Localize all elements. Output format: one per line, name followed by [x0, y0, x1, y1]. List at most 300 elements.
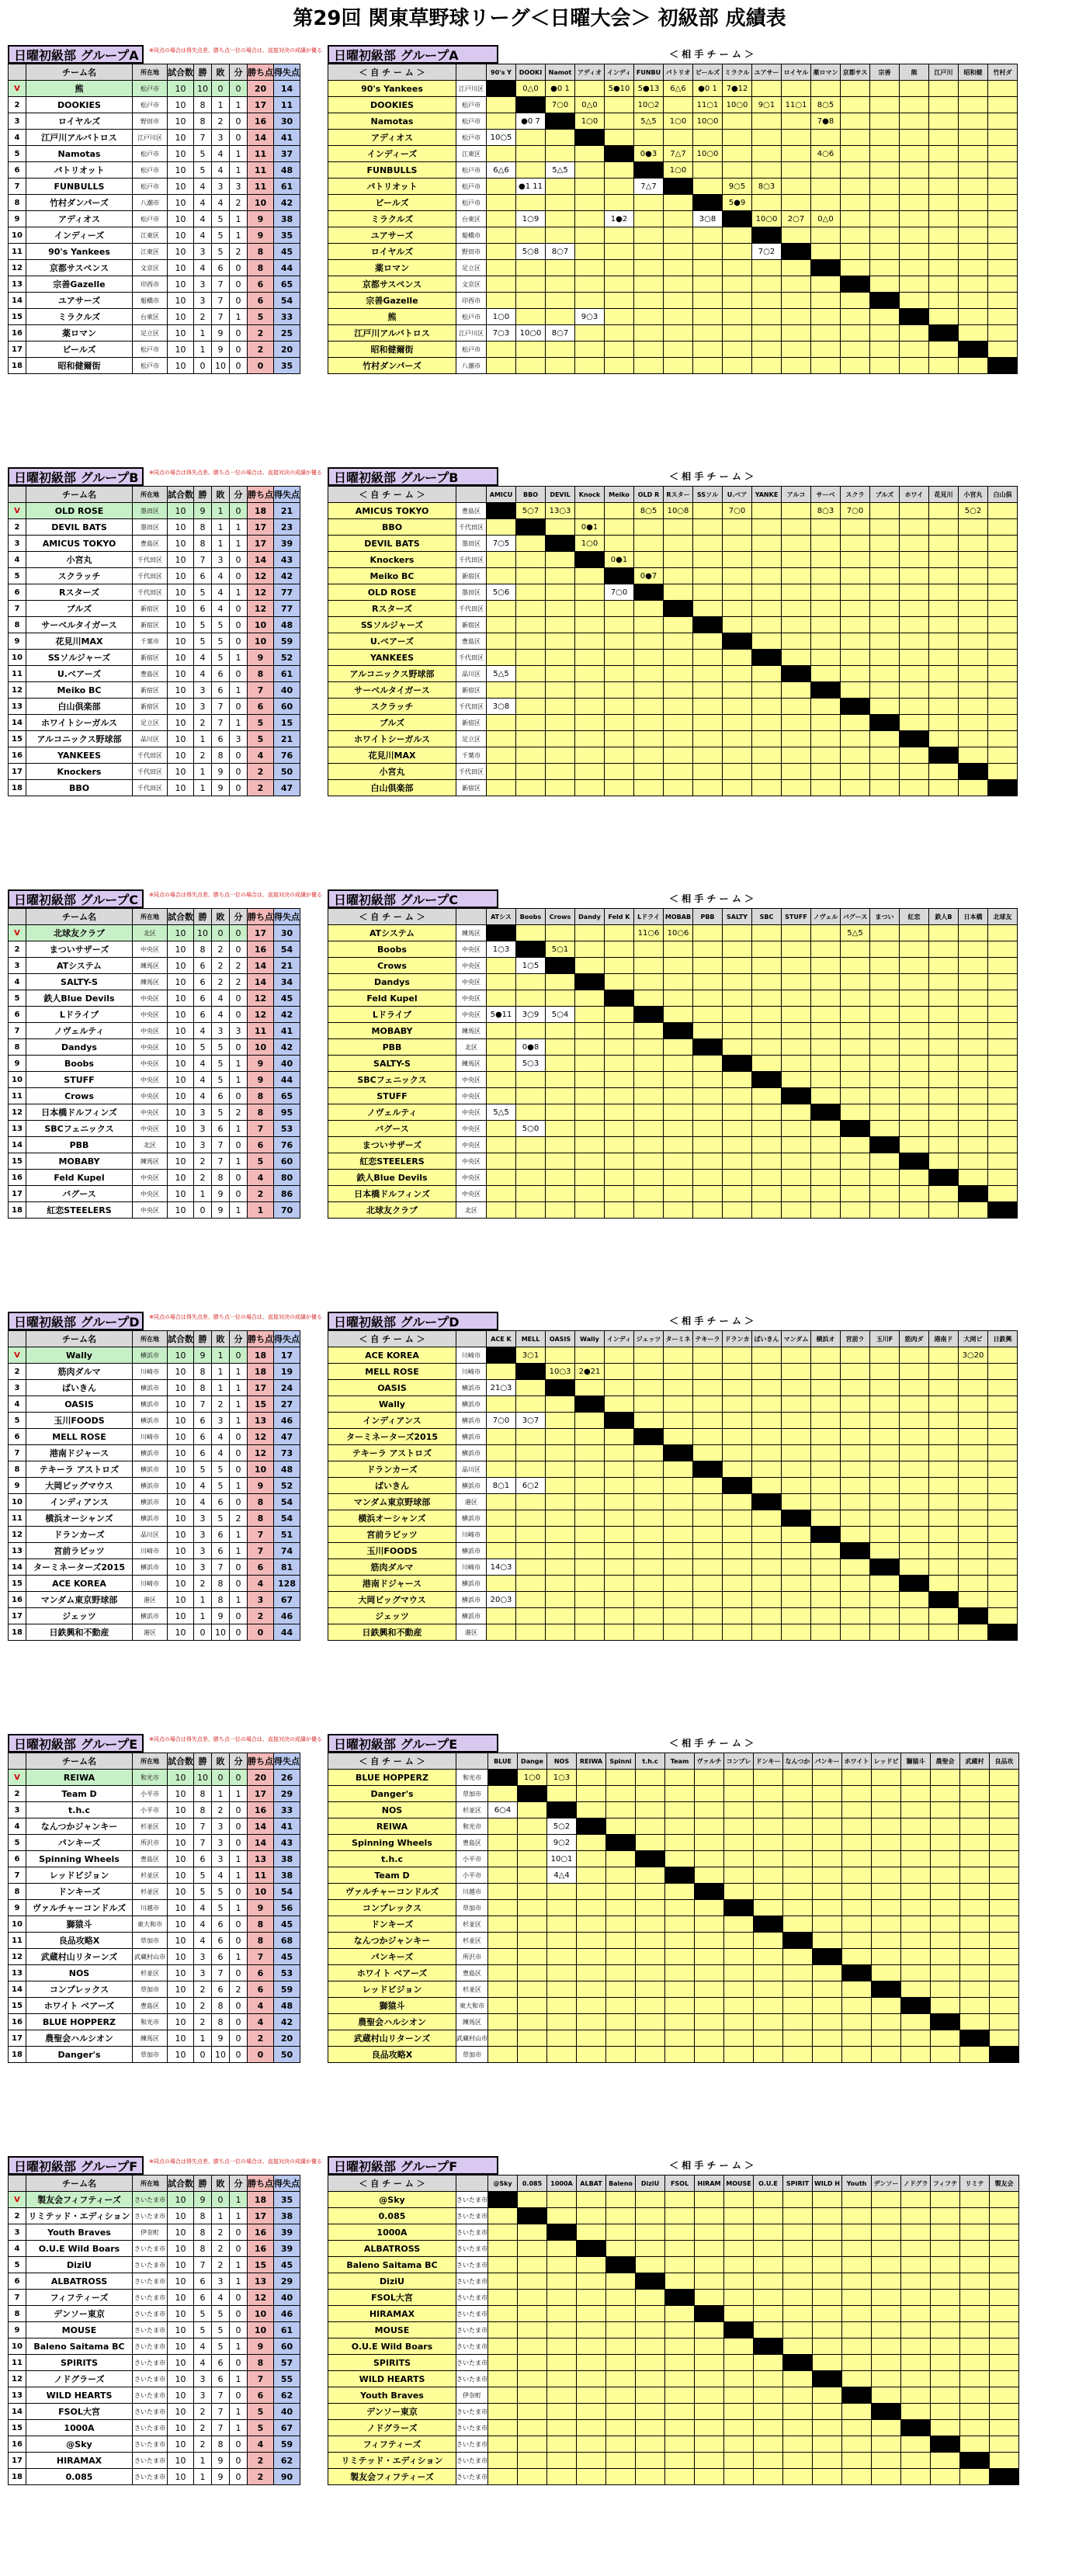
standings-team[interactable]: Baleno Saitama BC — [26, 2339, 133, 2355]
result-cell: 5○1 — [546, 941, 575, 958]
matrix-team-name[interactable]: 農聖会ハルシオン — [328, 2014, 456, 2030]
result-cell — [754, 1867, 783, 1884]
matrix-team-name[interactable]: アディオス — [328, 130, 456, 146]
matrix-team-name[interactable]: 江戸川アルバトロス — [328, 325, 456, 342]
standings-team[interactable]: Namotas — [26, 146, 133, 162]
matrix-team-name[interactable]: デンソー東京 — [328, 2404, 456, 2420]
matrix-team-name[interactable]: ジェッツ — [328, 1608, 456, 1624]
matrix-team-name[interactable]: ノヴェルティ — [328, 1104, 456, 1121]
standings-team[interactable]: DOOKIES — [26, 97, 133, 113]
result-cell — [841, 1494, 870, 1510]
matrix-team-name[interactable]: 武蔵村山リターンズ — [328, 2030, 456, 2047]
standings-team[interactable]: t.h.c — [26, 1802, 133, 1818]
standings-pts: 12 — [248, 1007, 274, 1023]
result-cell — [664, 1543, 693, 1559]
matrix-team-name[interactable]: 獅猿斗 — [328, 1998, 456, 2014]
standings-g: 10 — [168, 1072, 194, 1088]
standings-team[interactable]: ホワイト ベアーズ — [26, 1998, 133, 2014]
matrix-team-name[interactable]: ドランカーズ — [328, 1461, 456, 1478]
standings-team[interactable]: バグース — [26, 1186, 133, 1202]
standings-pts: 5 — [248, 309, 274, 325]
standings-team[interactable]: MOUSE — [26, 2322, 133, 2339]
standings-rank: 12 — [9, 682, 26, 699]
standings-team[interactable]: ターミネーターズ2015 — [26, 1559, 133, 1576]
standings-team[interactable]: 0.085 — [26, 2469, 133, 2485]
matrix-team-name[interactable]: 宗善Gazelle — [328, 293, 456, 309]
standings-team[interactable]: WILD HEARTS — [26, 2387, 133, 2404]
opponent-column-header: ALBAT — [577, 2176, 606, 2192]
matrix-team-name[interactable]: ACE KOREA — [328, 1347, 456, 1364]
matrix-team-name[interactable]: マンダム東京野球部 — [328, 1494, 456, 1510]
matrix-team-name[interactable]: Namotas — [328, 113, 456, 130]
table-row — [9, 1770, 300, 1786]
matrix-team-name[interactable]: U.ベアーズ — [328, 633, 456, 650]
matrix-team-name[interactable]: DEVIL BATS — [328, 536, 456, 552]
standings-team[interactable]: 90's Yankees — [26, 244, 133, 260]
result-cell — [693, 715, 723, 731]
matrix-team-place: 松戸市 — [456, 342, 487, 358]
opponent-column-header: ミラクル — [723, 64, 752, 81]
matrix-team-name[interactable]: インディアンス — [328, 1413, 456, 1429]
result-cell — [488, 2224, 518, 2241]
matrix-team-name[interactable]: 鉄人Blue Devils — [328, 1170, 456, 1186]
standings-team[interactable]: リミテッド・エディション — [26, 2208, 133, 2224]
matrix-team-name[interactable]: 京都サスペンス — [328, 276, 456, 293]
matrix-team-name[interactable]: インディーズ — [328, 146, 456, 162]
result-cell — [636, 1981, 665, 1998]
matrix-team-name[interactable]: PBB — [328, 1039, 456, 1056]
matrix-team-name[interactable]: ATシステム — [328, 925, 456, 941]
standings-team[interactable]: フィフティーズ — [26, 2290, 133, 2306]
standings-team[interactable]: 白山倶楽部 — [26, 699, 133, 715]
standings-team[interactable]: HIRAMAX — [26, 2453, 133, 2469]
standings-diff: 61 — [274, 2322, 300, 2339]
matrix-team-name[interactable]: Knockers — [328, 552, 456, 568]
matrix-team-name[interactable]: ターミネーターズ2015 — [328, 1429, 456, 1445]
matrix-team-name[interactable]: なんつかジャンキー — [328, 1933, 456, 1949]
standings-team[interactable]: パトリオット — [26, 162, 133, 179]
matrix-team-name[interactable]: ノドグラーズ — [328, 2420, 456, 2436]
standings-team[interactable]: Feld Kupel — [26, 1170, 133, 1186]
standings-team[interactable]: YANKEES — [26, 747, 133, 764]
result-cell — [518, 2371, 547, 2387]
standings-team[interactable]: OASIS — [26, 1396, 133, 1413]
matrix-team-name[interactable]: 1000A — [328, 2224, 456, 2241]
standings-team[interactable]: ミラクルズ — [26, 309, 133, 325]
standings-team[interactable]: ホワイトシーガルス — [26, 715, 133, 731]
matrix-team-name[interactable]: t.h.c — [328, 1851, 456, 1867]
standings-team[interactable]: ドランカーズ — [26, 1527, 133, 1543]
standings-team[interactable]: ばいきん — [26, 1380, 133, 1396]
result-cell — [695, 2192, 724, 2208]
standings-rank: 8 — [9, 2306, 26, 2322]
matrix-team-name[interactable]: SPIRITS — [328, 2355, 456, 2371]
matrix-team-name[interactable]: フィフティーズ — [328, 2436, 456, 2453]
standings-team[interactable]: ACE KOREA — [26, 1576, 133, 1592]
standings-team[interactable]: SSソルジャーズ — [26, 650, 133, 666]
opponent-column-header: ノヴェル — [811, 909, 841, 925]
matrix-team-name[interactable]: サーベルタイガース — [328, 682, 456, 699]
standings-diff: 128 — [274, 1576, 300, 1592]
matrix-team-name[interactable]: 大岡ビッグマウス — [328, 1592, 456, 1608]
standings-team[interactable]: マンダム東京野球部 — [26, 1592, 133, 1608]
result-cell — [782, 617, 811, 633]
result-cell — [665, 2453, 695, 2469]
standings-team[interactable]: まついサザーズ — [26, 941, 133, 958]
standings-team[interactable]: 宮前ラビッツ — [26, 1543, 133, 1559]
standings-team[interactable]: 昭和健爾街 — [26, 358, 133, 374]
standings-team[interactable]: DiziU — [26, 2257, 133, 2273]
matrix-team-name[interactable]: HIRAMAX — [328, 2306, 456, 2322]
standings-team[interactable]: インディアンス — [26, 1494, 133, 1510]
result-cell — [575, 1170, 605, 1186]
result-cell — [841, 941, 870, 958]
standings-team[interactable]: 竹村ダンパーズ — [26, 195, 133, 211]
standings-team[interactable]: 花見川MAX — [26, 633, 133, 650]
matrix-team-name[interactable]: 北球友クラブ — [328, 1202, 456, 1219]
matrix-team-name[interactable]: OLD ROSE — [328, 584, 456, 601]
standings-team[interactable]: MELL ROSE — [26, 1429, 133, 1445]
matrix-team-name[interactable]: パンキーズ — [328, 1949, 456, 1965]
matrix-team-name[interactable]: 製友会フィフティーズ — [328, 2469, 456, 2485]
result-cell — [782, 81, 811, 97]
standings-pts: 13 — [248, 1413, 274, 1429]
matrix-team-name[interactable]: 熊 — [328, 309, 456, 325]
matrix-team-name[interactable]: Baleno Saitama BC — [328, 2257, 456, 2273]
standings-team[interactable]: 小宮丸 — [26, 552, 133, 568]
result-cell — [872, 2224, 901, 2241]
matrix-team-name[interactable]: リミテッド・エディション — [328, 2453, 456, 2469]
result-cell — [723, 1072, 752, 1088]
matrix-team-name[interactable]: ロイヤルズ — [328, 244, 456, 260]
standings-team[interactable]: Crows — [26, 1088, 133, 1104]
matrix-team-name[interactable]: Feld Kupel — [328, 990, 456, 1007]
matrix-team-name[interactable]: 0.085 — [328, 2208, 456, 2224]
matrix-team-name[interactable]: テキーラ アストロズ — [328, 1445, 456, 1461]
matrix-team-name[interactable]: 日本橋ドルフィンズ — [328, 1186, 456, 1202]
standings-team[interactable]: 筋肉ダルマ — [26, 1364, 133, 1380]
standings-team[interactable]: 1000A — [26, 2420, 133, 2436]
standings-team[interactable]: 横浜オーシャンズ — [26, 1510, 133, 1527]
standings-team[interactable]: Youth Braves — [26, 2224, 133, 2241]
matrix-team-name[interactable]: Team D — [328, 1867, 456, 1884]
standings-g: 10 — [168, 1576, 194, 1592]
opponent-column-header: Lドライ — [634, 909, 664, 925]
result-cell — [577, 1916, 606, 1933]
matrix-team-name[interactable]: BBO — [328, 519, 456, 536]
result-cell — [752, 309, 782, 325]
standings-g: 10 — [168, 1364, 194, 1380]
matrix-team-name[interactable]: 90's Yankees — [328, 81, 456, 97]
result-cell — [901, 1981, 931, 1998]
result-cell — [752, 1104, 782, 1121]
standings-team[interactable]: PBB — [26, 1137, 133, 1153]
result-cell — [487, 650, 516, 666]
standings-team[interactable]: 大岡ビッグマウス — [26, 1478, 133, 1494]
standings-team[interactable]: 武蔵村山リターンズ — [26, 1949, 133, 1965]
standings-team[interactable]: ヴァルチャーコンドルズ — [26, 1900, 133, 1916]
matrix-team-name[interactable]: パトリオット — [328, 179, 456, 195]
standings-team[interactable]: DEVIL BATS — [26, 519, 133, 536]
standings-team[interactable]: OLD ROSE — [26, 503, 133, 519]
matrix-team-name[interactable]: レッドビジョン — [328, 1981, 456, 1998]
result-cell — [900, 650, 929, 666]
standings-team[interactable]: Danger's — [26, 2047, 133, 2063]
standings-team[interactable]: FSOL大宮 — [26, 2404, 133, 2420]
matrix-team-name[interactable]: NOS — [328, 1802, 456, 1818]
standings-rank: V — [9, 503, 26, 519]
standings-team[interactable]: Lドライブ — [26, 1007, 133, 1023]
matrix-team-name[interactable]: DiziU — [328, 2273, 456, 2290]
matrix-team-name[interactable]: WILD HEARTS — [328, 2371, 456, 2387]
standings-team[interactable]: Boobs — [26, 1056, 133, 1072]
standings-team[interactable]: SBCフェニックス — [26, 1121, 133, 1137]
standings-team[interactable]: MOBABY — [26, 1153, 133, 1170]
standings-team[interactable]: Wally — [26, 1347, 133, 1364]
standings-team[interactable]: 薬ロマン — [26, 325, 133, 342]
matrix-team-name[interactable]: 日鉄興和不動産 — [328, 1624, 456, 1641]
matrix-team-name[interactable]: Youth Braves — [328, 2387, 456, 2404]
matrix-team-name[interactable]: BLUE HOPPERZ — [328, 1770, 456, 1786]
standings-team[interactable]: 玉川FOODS — [26, 1413, 133, 1429]
standings-team[interactable]: 紅恋STEELERS — [26, 1202, 133, 1219]
matrix-team-name[interactable]: SALTY-S — [328, 1056, 456, 1072]
standings-team[interactable]: 製友会フィフティーズ — [26, 2192, 133, 2208]
standings-team[interactable]: ドンキーズ — [26, 1884, 133, 1900]
matrix-team-name[interactable]: 玉川FOODS — [328, 1543, 456, 1559]
standings-table — [8, 1753, 300, 2063]
matrix-team-name[interactable]: SBCフェニックス — [328, 1072, 456, 1088]
standings-team[interactable]: なんつかジャンキー — [26, 1818, 133, 1835]
matrix-team-name[interactable]: ビールズ — [328, 195, 456, 211]
standings-pts: 3 — [248, 1592, 274, 1608]
standings-team[interactable]: アディオス — [26, 211, 133, 227]
matrix-team-name[interactable]: 港南ドジャース — [328, 1576, 456, 1592]
standings-team[interactable]: Rスターズ — [26, 584, 133, 601]
tiebreak-note: ※同点の場合は得失点差、勝ち点一位の場合は、直接対決の成績が優る — [149, 470, 322, 476]
matrix-team-name[interactable]: ALBATROSS — [328, 2241, 456, 2257]
standings-team[interactable]: インディーズ — [26, 227, 133, 244]
standings-team[interactable]: サーベルタイガース — [26, 617, 133, 633]
standings-team[interactable]: BBO — [26, 780, 133, 796]
standings-team[interactable]: 京都サスペンス — [26, 260, 133, 276]
standings-team[interactable]: 港南ドジャース — [26, 1445, 133, 1461]
standings-place: 松戸市 — [133, 146, 168, 162]
standings-d: 0 — [230, 1461, 248, 1478]
matrix-team-name[interactable]: FSOL大宮 — [328, 2290, 456, 2306]
matrix-team-name[interactable]: 筋肉ダルマ — [328, 1559, 456, 1576]
result-cell — [841, 1007, 870, 1023]
matrix-team-name[interactable]: STUFF — [328, 1088, 456, 1104]
result-cell — [518, 1884, 547, 1900]
matrix-team-name[interactable]: 横浜オーシャンズ — [328, 1510, 456, 1527]
standings-l: 4 — [212, 1867, 230, 1884]
result-cell — [841, 195, 870, 211]
standings-diff: 21 — [274, 731, 300, 747]
matrix-team-name[interactable]: 小宮丸 — [328, 764, 456, 780]
standings-team[interactable]: Team D — [26, 1786, 133, 1802]
result-cell: 7△7 — [664, 146, 693, 162]
matrix-team-name[interactable]: Crows — [328, 958, 456, 974]
matrix-team-name[interactable]: ばいきん — [328, 1478, 456, 1494]
result-cell — [959, 1461, 988, 1478]
matrix-team-name[interactable]: 白山倶楽部 — [328, 780, 456, 796]
result-cell — [634, 276, 664, 293]
standings-d: 1 — [230, 2371, 248, 2387]
standings-pts: 18 — [248, 1347, 274, 1364]
matrix-team-name[interactable]: 昭和健爾街 — [328, 342, 456, 358]
matrix-team-name[interactable]: ブルズ — [328, 715, 456, 731]
standings-team[interactable]: ロイヤルズ — [26, 113, 133, 130]
standings-team[interactable]: ユアサーズ — [26, 293, 133, 309]
standings-team[interactable]: 宗善Gazelle — [26, 276, 133, 293]
matrix-team-name[interactable]: OASIS — [328, 1380, 456, 1396]
matrix-team-name[interactable]: MOBABY — [328, 1023, 456, 1039]
matrix-team-name[interactable]: スクラッチ — [328, 699, 456, 715]
standings-place: さいたま市 — [133, 2339, 168, 2355]
matrix-team-name[interactable]: YANKEES — [328, 650, 456, 666]
standings-team[interactable]: Meiko BC — [26, 682, 133, 699]
standings-team[interactable]: SALTY-S — [26, 974, 133, 990]
result-cell: 5△5 — [487, 1104, 516, 1121]
matrix-team-place: 中央区 — [456, 1121, 487, 1137]
standings-team[interactable]: Spinning Wheels — [26, 1851, 133, 1867]
result-cell — [693, 1559, 723, 1576]
standings-team[interactable]: STUFF — [26, 1072, 133, 1088]
matrix-team-name[interactable]: DOOKIES — [328, 97, 456, 113]
matrix-team-name[interactable]: バグース — [328, 1121, 456, 1137]
standings-team[interactable]: O.U.E Wild Boars — [26, 2241, 133, 2257]
result-cell — [872, 2371, 901, 2387]
standings-team[interactable]: REIWA — [26, 1770, 133, 1786]
standings-team[interactable]: アルコニックス野球部 — [26, 731, 133, 747]
standings-team[interactable]: 農聖会ハルシオン — [26, 2030, 133, 2047]
standings-team[interactable]: NOS — [26, 1965, 133, 1981]
matrix-team-name[interactable]: ドンキーズ — [328, 1916, 456, 1933]
result-cell — [988, 974, 1018, 990]
standings-team[interactable]: 日本橋ドルフィンズ — [26, 1104, 133, 1121]
matrix-team-name[interactable]: Lドライブ — [328, 1007, 456, 1023]
standings-team[interactable]: ノドグラーズ — [26, 2371, 133, 2387]
result-cell — [723, 699, 752, 715]
matrix-team-name[interactable]: 花見川MAX — [328, 747, 456, 764]
matrix-team-name[interactable]: FUNBULLS — [328, 162, 456, 179]
standings-team[interactable]: BLUE HOPPERZ — [26, 2014, 133, 2030]
matrix-team-name[interactable]: アルコニックス野球部 — [328, 666, 456, 682]
result-cell — [695, 2322, 724, 2339]
standings-team[interactable]: ブルズ — [26, 601, 133, 617]
standings-team[interactable]: 獅猿斗 — [26, 1916, 133, 1933]
standings-team[interactable]: FUNBULLS — [26, 179, 133, 195]
standings-pts: 14 — [248, 974, 274, 990]
result-cell — [664, 536, 693, 552]
standings-team[interactable]: Dandys — [26, 1039, 133, 1056]
matrix-team-name[interactable]: ミラクルズ — [328, 211, 456, 227]
result-cell — [811, 325, 841, 342]
standings-team[interactable]: U.ベアーズ — [26, 666, 133, 682]
matrix-team-name[interactable]: Spinning Wheels — [328, 1835, 456, 1851]
matrix-team-name[interactable]: ユアサーズ — [328, 227, 456, 244]
standings-team[interactable]: 熊 — [26, 81, 133, 97]
standings-team[interactable]: 北球友クラブ — [26, 925, 133, 941]
matrix-team-name[interactable]: @Sky — [328, 2192, 456, 2208]
matrix-team-name[interactable]: ヴァルチャーコンドルズ — [328, 1884, 456, 1900]
result-cell — [487, 764, 516, 780]
standings-team[interactable]: 鉄人Blue Devils — [26, 990, 133, 1007]
standings-team[interactable]: ALBATROSS — [26, 2273, 133, 2290]
opponent-column-header: ばいきん — [752, 1331, 782, 1347]
matrix-team-name[interactable]: ホワイト ベアーズ — [328, 1965, 456, 1981]
result-cell — [813, 1867, 842, 1884]
standings-d: 0 — [230, 1429, 248, 1445]
standings-team[interactable]: コンプレックス — [26, 1981, 133, 1998]
matrix-team-name[interactable]: Meiko BC — [328, 568, 456, 584]
result-cell — [575, 1510, 605, 1527]
standings-team[interactable]: レッドビジョン — [26, 1867, 133, 1884]
table-row — [9, 211, 300, 227]
matrix-team-name[interactable]: MOUSE — [328, 2322, 456, 2339]
matrix-team-name[interactable]: MELL ROSE — [328, 1364, 456, 1380]
result-cell — [783, 2208, 813, 2224]
matrix-team-name[interactable]: Wally — [328, 1396, 456, 1413]
matrix-team-name[interactable]: 竹村ダンパーズ — [328, 358, 456, 374]
standings-team[interactable]: スクラッチ — [26, 568, 133, 584]
result-cell — [547, 2371, 577, 2387]
matrix-team-name[interactable]: コンプレックス — [328, 1900, 456, 1916]
standings-team[interactable]: 日鉄興和不動産 — [26, 1624, 133, 1641]
standings-team[interactable]: @Sky — [26, 2436, 133, 2453]
standings-team[interactable]: ジェッツ — [26, 1608, 133, 1624]
standings-team[interactable]: ビールズ — [26, 342, 133, 358]
matrix-team-name[interactable]: SSソルジャーズ — [328, 617, 456, 633]
matrix-team-name[interactable]: REIWA — [328, 1818, 456, 1835]
matrix-team-name[interactable]: 宮前ラビッツ — [328, 1527, 456, 1543]
standings-team[interactable]: 江戸川アルバトロス — [26, 130, 133, 146]
standings-team[interactable]: パンキーズ — [26, 1835, 133, 1851]
standings-team[interactable]: デンソー東京 — [26, 2306, 133, 2322]
matrix-team-name[interactable]: まついサザーズ — [328, 1137, 456, 1153]
result-cell — [577, 1981, 606, 1998]
result-cell — [577, 2371, 606, 2387]
matrix-team-name[interactable]: Dandys — [328, 974, 456, 990]
standings-team[interactable]: 良品攻略X — [26, 1933, 133, 1949]
standings-place: 横浜市 — [133, 1396, 168, 1413]
result-cell — [900, 1429, 929, 1445]
result-cell — [695, 1818, 724, 1835]
result-cell — [547, 2208, 577, 2224]
matrix-team-name[interactable]: Rスターズ — [328, 601, 456, 617]
matrix-team-name[interactable]: Danger's — [328, 1786, 456, 1802]
result-cell — [811, 130, 841, 146]
matrix-team-name[interactable]: 薬ロマン — [328, 260, 456, 276]
standings-w: 4 — [194, 227, 212, 244]
matrix-team-name[interactable]: 紅恋STEELERS — [328, 1153, 456, 1170]
matrix-team-name[interactable]: O.U.E Wild Boars — [328, 2339, 456, 2355]
standings-team[interactable]: ATシステム — [26, 958, 133, 974]
standings-team[interactable]: ノヴェルティ — [26, 1023, 133, 1039]
column-header: 敗 — [212, 909, 230, 925]
standings-team[interactable]: AMICUS TOKYO — [26, 536, 133, 552]
matrix-team-name[interactable]: ホワイトシーガルス — [328, 731, 456, 747]
standings-team[interactable]: テキーラ アストロズ — [26, 1461, 133, 1478]
standings-g: 10 — [168, 941, 194, 958]
standings-team[interactable]: Knockers — [26, 764, 133, 780]
opponent-column-header: Knock — [575, 487, 605, 503]
standings-team[interactable]: SPIRITS — [26, 2355, 133, 2371]
matrix-team-name[interactable]: Boobs — [328, 941, 456, 958]
matrix-team-name[interactable]: AMICUS TOKYO — [328, 503, 456, 519]
matrix-team-name[interactable]: 良品攻略X — [328, 2047, 456, 2063]
